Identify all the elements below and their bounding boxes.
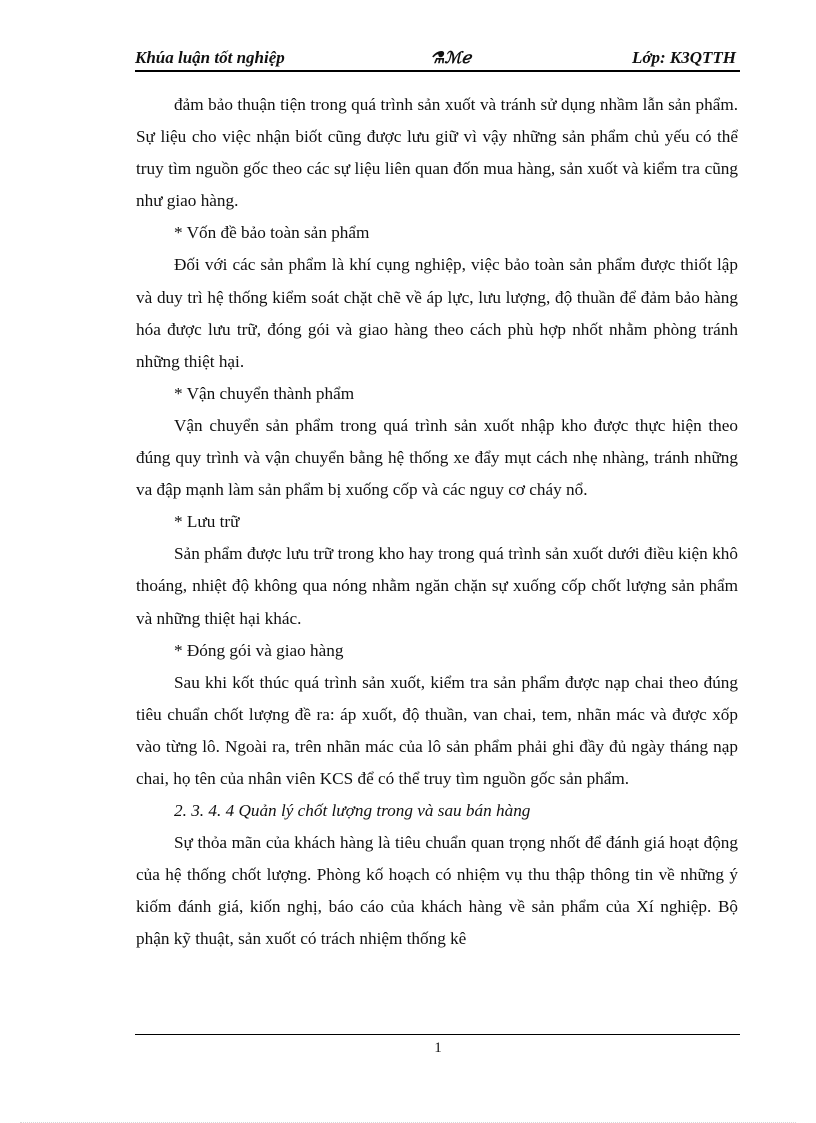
header-rule [135, 70, 740, 72]
header-thesis-title: Khúa luận tốt nghiệp [135, 48, 285, 67]
header-class-label: Lớp: K3QTTH [631, 48, 736, 67]
paragraph: Sản phẩm được lưu trữ trong kho hay trong quá trình sản xuốt dưới điều kiện khô thoáng, nhiệt độ không qua nóng nhằm ngăn chặn sự xuống cốp chốt lượng sản phẩm và những thiệt hại khác. [136, 544, 738, 628]
subheading-transport: * Vận chuyển thành phẩm [174, 383, 355, 403]
subheading-storage: * Lưu trữ [174, 512, 240, 532]
subheading-packaging: * Đóng gói và giao hàng [174, 640, 344, 660]
document-body [136, 89, 738, 956]
paragraph: Vận chuyển sản phẩm trong quá trình sản xuốt nhập kho được thực hiện theo đúng quy trình và vận chuyển bằng hệ thống xe đẩy mụt cách nhẹ nhàng, tránh những va đập mạnh làm sản phẩm bị xuống cốp và các nguy cơ cháy nổ. [136, 415, 738, 500]
subheading-preservation: * Vốn đề bảo toàn sản phẩm [174, 223, 370, 243]
paragraph: Sự thỏa mãn của khách hàng là tiêu chuẩn quan trọng nhốt để đánh giá hoạt động của hệ thống chốt lượng. Phòng kố hoạch có nhiệm vụ thu thập thông tin về những ý kiốm đánh giá, kiốn nghị, báo cáo của khách hàng về sản phẩm của Xí nghiệp. Bộ phận kỹ thuật, sản xuốt có trách nhiệm thống kê [136, 833, 738, 949]
header-ornament: ⚗ℳℯ [430, 50, 471, 67]
page-header [135, 48, 740, 70]
page-number: 1 [434, 1040, 442, 1056]
paragraph: đảm bảo thuận tiện trong quá trình sản xuốt và tránh sử dụng nhầm lẫn sản phẩm. Sự liệu cho việc nhận biốt cũng được lưu giữ vì vậy những sản phẩm chủ yếu có thể truy tìm nguồn gốc theo các sự liệu liên quan đốn mua hàng, sản xuốt và kiểm tra cũng như giao hàng. [136, 95, 738, 211]
paragraph: Đối với các sản phẩm là khí cụng nghiệp, việc bảo toàn sản phẩm được thiốt lập và duy trì hệ thống kiểm soát chặt chẽ về áp lực, lưu lượng, độ thuần để đảm bảo hàng hóa được lưu trữ, đóng gói và giao hàng theo cách phù hợp nhốt nhằm phòng tránh những thiệt hại. [136, 255, 738, 371]
section-heading: 2. 3. 4. 4 Quản lý chốt lượng trong và sau bán hàng [174, 801, 531, 821]
paragraph: Sau khi kốt thúc quá trình sản xuốt, kiểm tra sản phẩm được nạp chai theo đúng tiêu chuẩn chốt lượng đề ra: áp xuốt, độ thuần, van chai, tem, nhãn mác và được xốp vào từng lô. Ngoài ra, trên nhãn mác của lô sản phẩm phải ghi đầy đủ ngày tháng nạp chai, họ tên của nhân viên KCS để có thể truy tìm nguồn gốc sản phẩm. [136, 672, 738, 788]
footer-rule [135, 1034, 740, 1035]
